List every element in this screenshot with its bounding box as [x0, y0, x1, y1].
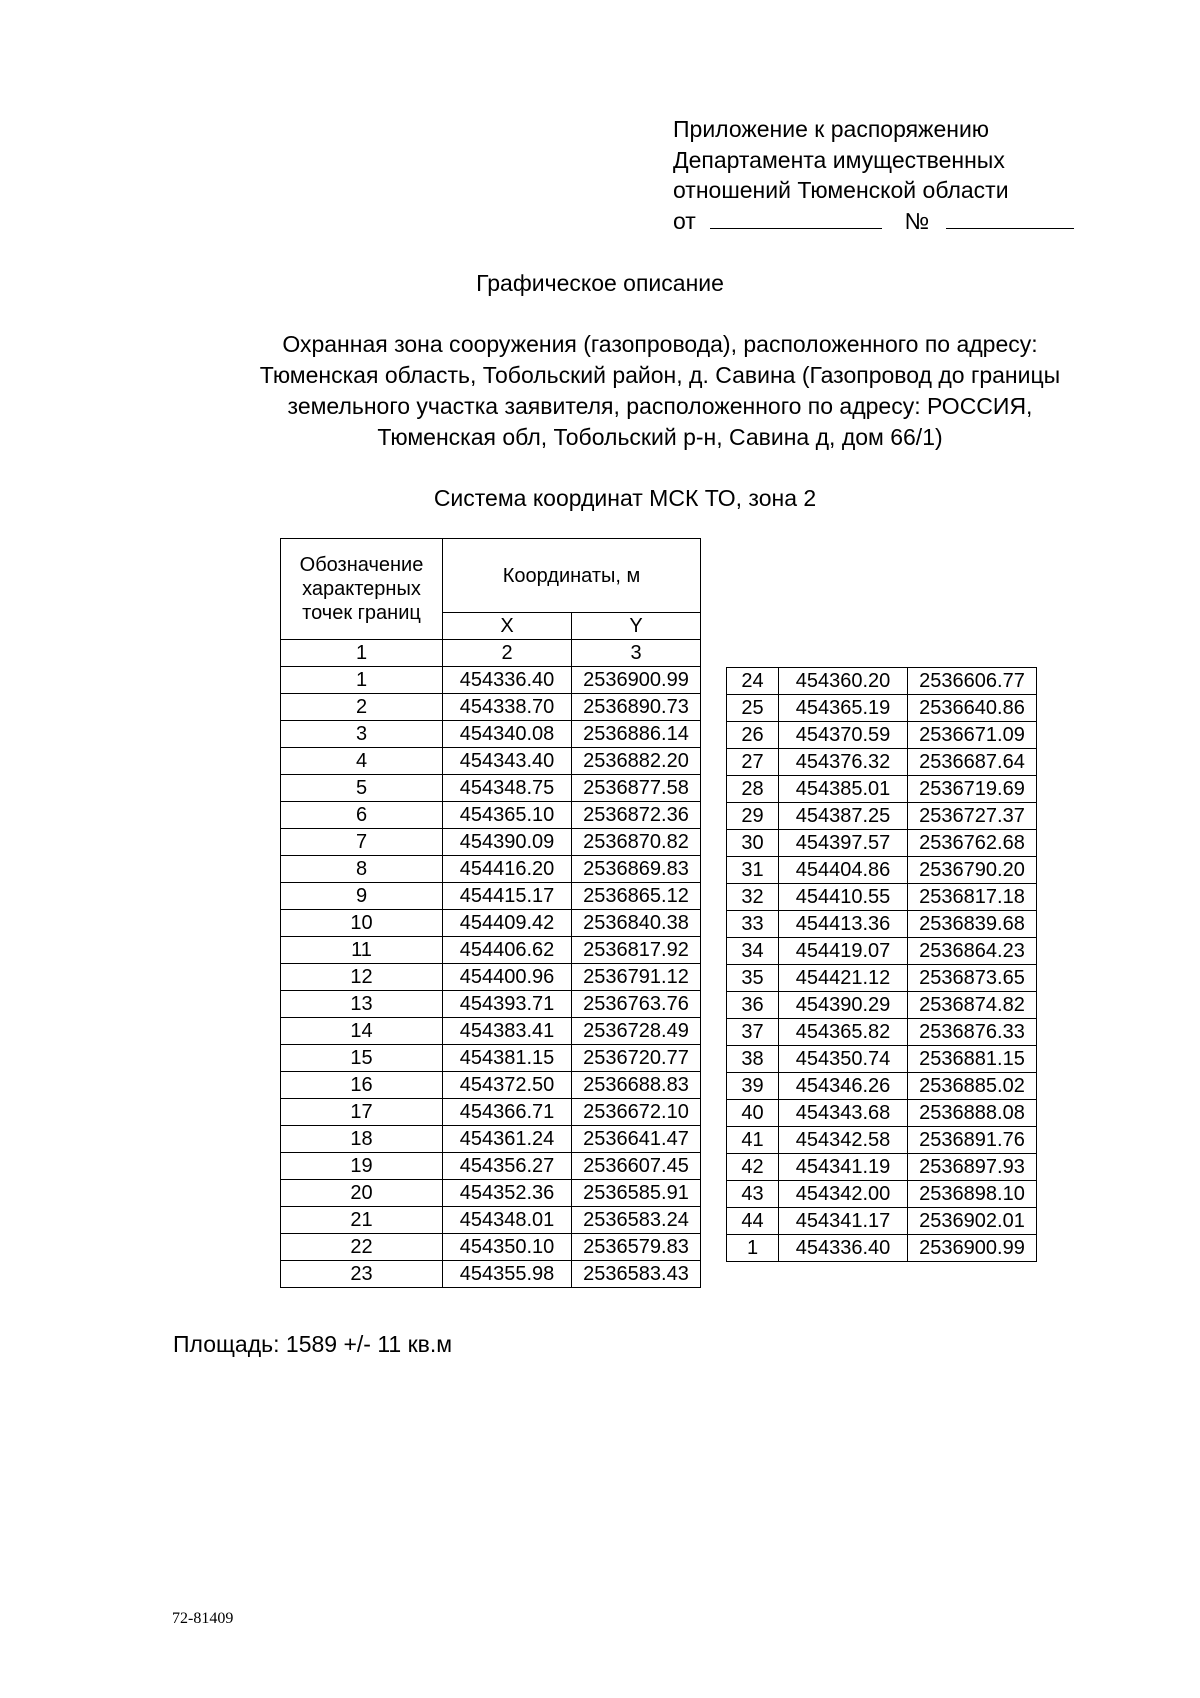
coordinate-x: 454406.62 [443, 937, 572, 964]
table-row [727, 803, 1037, 830]
coordinate-y: 2536897.93 [908, 1154, 1037, 1181]
table-row [281, 1018, 701, 1045]
coordinate-x: 454421.12 [779, 965, 908, 992]
date-blank-underline [710, 207, 882, 229]
table-row [727, 1181, 1037, 1208]
coordinate-y: 2536641.47 [572, 1126, 701, 1153]
annex-line-2: Департамента имущественных [673, 146, 1005, 173]
table-row [727, 1208, 1037, 1235]
header-y: Y [572, 613, 701, 640]
table-row [281, 964, 701, 991]
coordinate-x: 454409.42 [443, 910, 572, 937]
point-number: 21 [281, 1207, 443, 1234]
table-row [727, 1127, 1037, 1154]
point-number: 30 [727, 830, 779, 857]
annex-header [673, 114, 1074, 236]
coordinate-y: 2536877.58 [572, 775, 701, 802]
point-number: 24 [727, 668, 779, 695]
annex-from-label: от [673, 207, 696, 234]
header-x: X [443, 613, 572, 640]
table-row [727, 1073, 1037, 1100]
table-row [727, 749, 1037, 776]
coordinate-x: 454390.29 [779, 992, 908, 1019]
table-row [727, 965, 1037, 992]
coordinate-x: 454410.55 [779, 884, 908, 911]
point-number: 26 [727, 722, 779, 749]
point-number: 7 [281, 829, 443, 856]
coordinate-y: 2536606.77 [908, 668, 1037, 695]
coordinate-x: 454387.25 [779, 803, 908, 830]
point-number: 31 [727, 857, 779, 884]
coordinate-x: 454381.15 [443, 1045, 572, 1072]
coordinate-x: 454370.59 [779, 722, 908, 749]
point-number: 32 [727, 884, 779, 911]
coordinate-x: 454350.74 [779, 1046, 908, 1073]
coordinate-y: 2536791.12 [572, 964, 701, 991]
document-number: 72-81409 [172, 1610, 234, 1627]
point-number: 29 [727, 803, 779, 830]
coordinate-x: 454360.20 [779, 668, 908, 695]
coordinate-x: 454356.27 [443, 1153, 572, 1180]
point-number: 44 [727, 1208, 779, 1235]
annex-date-number-line [673, 206, 1074, 237]
coordinate-x: 454383.41 [443, 1018, 572, 1045]
coordinate-y: 2536902.01 [908, 1208, 1037, 1235]
table-row [727, 857, 1037, 884]
table-row [281, 856, 701, 883]
table-row [727, 1235, 1037, 1262]
coordinate-y: 2536671.09 [908, 722, 1037, 749]
point-number: 4 [281, 748, 443, 775]
document-title: Графическое описание [476, 270, 724, 296]
table-row [281, 721, 701, 748]
coordinate-y: 2536672.10 [572, 1099, 701, 1126]
coordinate-x: 454366.71 [443, 1099, 572, 1126]
coordinate-y: 2536865.12 [572, 883, 701, 910]
coordinate-y: 2536891.76 [908, 1127, 1037, 1154]
point-number: 3 [281, 721, 443, 748]
zone-description [180, 329, 1140, 453]
description-line-3: земельного участка заявителя, расположенного по адресу: РОССИЯ, [287, 393, 1033, 419]
point-number: 28 [727, 776, 779, 803]
point-number: 39 [727, 1073, 779, 1100]
coordinate-y: 2536607.45 [572, 1153, 701, 1180]
coordinate-x: 454400.96 [443, 964, 572, 991]
coordinate-y: 2536872.36 [572, 802, 701, 829]
header-points-text: Обозначение характерных точек границ [299, 554, 424, 624]
coordinate-x: 454350.10 [443, 1234, 572, 1261]
coordinate-y: 2536869.83 [572, 856, 701, 883]
coordinate-x: 454415.17 [443, 883, 572, 910]
coordinate-y: 2536817.18 [908, 884, 1037, 911]
description-line-4: Тюменская обл, Тобольский р-н, Савина д, дом 66/1) [377, 424, 943, 450]
coordinate-y: 2536762.68 [908, 830, 1037, 857]
table-row [727, 695, 1037, 722]
header-points [281, 539, 443, 640]
coordinate-y: 2536898.10 [908, 1181, 1037, 1208]
point-number: 16 [281, 1072, 443, 1099]
table-row [281, 1180, 701, 1207]
point-number: 10 [281, 910, 443, 937]
coordinate-x: 454336.40 [443, 667, 572, 694]
column-number-2: 2 [443, 640, 572, 667]
annex-number-label: № [904, 207, 930, 234]
point-number: 6 [281, 802, 443, 829]
coordinate-x: 454342.58 [779, 1127, 908, 1154]
point-number: 20 [281, 1180, 443, 1207]
coordinates-table-left [280, 538, 701, 1288]
table-row [281, 667, 701, 694]
coordinate-x: 454348.01 [443, 1207, 572, 1234]
point-number: 41 [727, 1127, 779, 1154]
table-row [727, 992, 1037, 1019]
coordinate-y: 2536579.83 [572, 1234, 701, 1261]
coordinate-x: 454376.32 [779, 749, 908, 776]
point-number: 15 [281, 1045, 443, 1072]
coordinate-x: 454340.08 [443, 721, 572, 748]
coordinate-y: 2536839.68 [908, 911, 1037, 938]
table-row [727, 1154, 1037, 1181]
table-row [727, 776, 1037, 803]
point-number: 8 [281, 856, 443, 883]
table-row [727, 938, 1037, 965]
coordinate-y: 2536885.02 [908, 1073, 1037, 1100]
coordinate-x: 454397.57 [779, 830, 908, 857]
coordinate-x: 454390.09 [443, 829, 572, 856]
coordinate-x: 454365.10 [443, 802, 572, 829]
table-row [281, 829, 701, 856]
point-number: 18 [281, 1126, 443, 1153]
point-number: 40 [727, 1100, 779, 1127]
coordinate-y: 2536719.69 [908, 776, 1037, 803]
coordinate-y: 2536886.14 [572, 721, 701, 748]
table-row [281, 991, 701, 1018]
coordinate-x: 454346.26 [779, 1073, 908, 1100]
point-number: 42 [727, 1154, 779, 1181]
area-text: Площадь: 1589 +/- 11 кв.м [173, 1331, 453, 1357]
coordinate-x: 454365.19 [779, 695, 908, 722]
coordinate-x: 454355.98 [443, 1261, 572, 1288]
table-row [281, 1045, 701, 1072]
coordinate-y: 2536876.33 [908, 1019, 1037, 1046]
column-number-1: 1 [281, 640, 443, 667]
point-number: 36 [727, 992, 779, 1019]
coordinate-y: 2536864.23 [908, 938, 1037, 965]
table-row [281, 1072, 701, 1099]
point-number: 33 [727, 911, 779, 938]
description-line-2: Тюменская область, Тобольский район, д. Савина (Газопровод до границы [259, 362, 1061, 388]
coordinate-x: 454341.19 [779, 1154, 908, 1181]
coordinate-x: 454336.40 [779, 1235, 908, 1262]
table-row [281, 802, 701, 829]
coordinate-x: 454361.24 [443, 1126, 572, 1153]
description-line-1: Охранная зона сооружения (газопровода), расположенного по адресу: [282, 331, 1038, 357]
table-row [727, 830, 1037, 857]
point-number: 23 [281, 1261, 443, 1288]
coordinate-x: 454404.86 [779, 857, 908, 884]
coordinate-system: Система координат МСК ТО, зона 2 [433, 485, 817, 511]
table-row [281, 748, 701, 775]
table-row [727, 884, 1037, 911]
table-row [281, 1126, 701, 1153]
point-number: 43 [727, 1181, 779, 1208]
point-number: 2 [281, 694, 443, 721]
coordinate-y: 2536890.73 [572, 694, 701, 721]
point-number: 22 [281, 1234, 443, 1261]
point-number: 27 [727, 749, 779, 776]
point-number: 9 [281, 883, 443, 910]
coordinate-y: 2536817.92 [572, 937, 701, 964]
coordinate-x: 454385.01 [779, 776, 908, 803]
coordinate-y: 2536583.43 [572, 1261, 701, 1288]
coordinate-y: 2536900.99 [908, 1235, 1037, 1262]
point-number: 37 [727, 1019, 779, 1046]
table-row [727, 722, 1037, 749]
table-row [727, 1019, 1037, 1046]
coordinate-y: 2536874.82 [908, 992, 1037, 1019]
point-number: 5 [281, 775, 443, 802]
table-row [281, 1261, 701, 1288]
coordinate-y: 2536881.15 [908, 1046, 1037, 1073]
coordinate-x: 454365.82 [779, 1019, 908, 1046]
coordinate-x: 454413.36 [779, 911, 908, 938]
number-blank-underline [946, 207, 1074, 229]
coordinate-x: 454416.20 [443, 856, 572, 883]
coordinate-y: 2536728.49 [572, 1018, 701, 1045]
coordinate-x: 454419.07 [779, 938, 908, 965]
coordinate-y: 2536882.20 [572, 748, 701, 775]
coordinate-y: 2536873.65 [908, 965, 1037, 992]
point-number: 11 [281, 937, 443, 964]
annex-line-1: Приложение к распоряжению [673, 116, 990, 142]
coordinate-y: 2536763.76 [572, 991, 701, 1018]
point-number: 17 [281, 1099, 443, 1126]
table-row [281, 910, 701, 937]
table-row [281, 694, 701, 721]
point-number: 19 [281, 1153, 443, 1180]
coordinate-y: 2536888.08 [908, 1100, 1037, 1127]
table-row [727, 668, 1037, 695]
point-number: 1 [727, 1235, 779, 1262]
coordinate-y: 2536727.37 [908, 803, 1037, 830]
coordinate-x: 454343.40 [443, 748, 572, 775]
point-number: 38 [727, 1046, 779, 1073]
coordinate-x: 454352.36 [443, 1180, 572, 1207]
table-row [727, 1100, 1037, 1127]
coordinate-y: 2536687.64 [908, 749, 1037, 776]
coordinate-x: 454348.75 [443, 775, 572, 802]
point-number: 35 [727, 965, 779, 992]
coordinate-x: 454338.70 [443, 694, 572, 721]
coordinate-y: 2536840.38 [572, 910, 701, 937]
coordinate-x: 454343.68 [779, 1100, 908, 1127]
table-row [727, 911, 1037, 938]
coordinate-y: 2536583.24 [572, 1207, 701, 1234]
point-number: 25 [727, 695, 779, 722]
table-row [281, 775, 701, 802]
coordinate-x: 454393.71 [443, 991, 572, 1018]
point-number: 34 [727, 938, 779, 965]
column-number-3: 3 [572, 640, 701, 667]
table-row [727, 1046, 1037, 1073]
point-number: 1 [281, 667, 443, 694]
table-row [281, 1099, 701, 1126]
coordinate-x: 454341.17 [779, 1208, 908, 1235]
point-number: 12 [281, 964, 443, 991]
coordinate-y: 2536900.99 [572, 667, 701, 694]
coordinate-y: 2536790.20 [908, 857, 1037, 884]
point-number: 14 [281, 1018, 443, 1045]
point-number: 13 [281, 991, 443, 1018]
table-row [281, 1234, 701, 1261]
coordinate-y: 2536585.91 [572, 1180, 701, 1207]
coordinate-y: 2536640.86 [908, 695, 1037, 722]
coordinates-table-right [726, 667, 1037, 1262]
table-row [281, 883, 701, 910]
coordinate-y: 2536688.83 [572, 1072, 701, 1099]
annex-line-3: отношений Тюменской области [673, 177, 1009, 203]
coordinate-x: 454372.50 [443, 1072, 572, 1099]
table-row [281, 1207, 701, 1234]
table-row [281, 1153, 701, 1180]
table-row [281, 937, 701, 964]
coordinate-x: 454342.00 [779, 1181, 908, 1208]
coordinate-y: 2536720.77 [572, 1045, 701, 1072]
header-coordinates: Координаты, м [443, 539, 701, 613]
coordinate-y: 2536870.82 [572, 829, 701, 856]
